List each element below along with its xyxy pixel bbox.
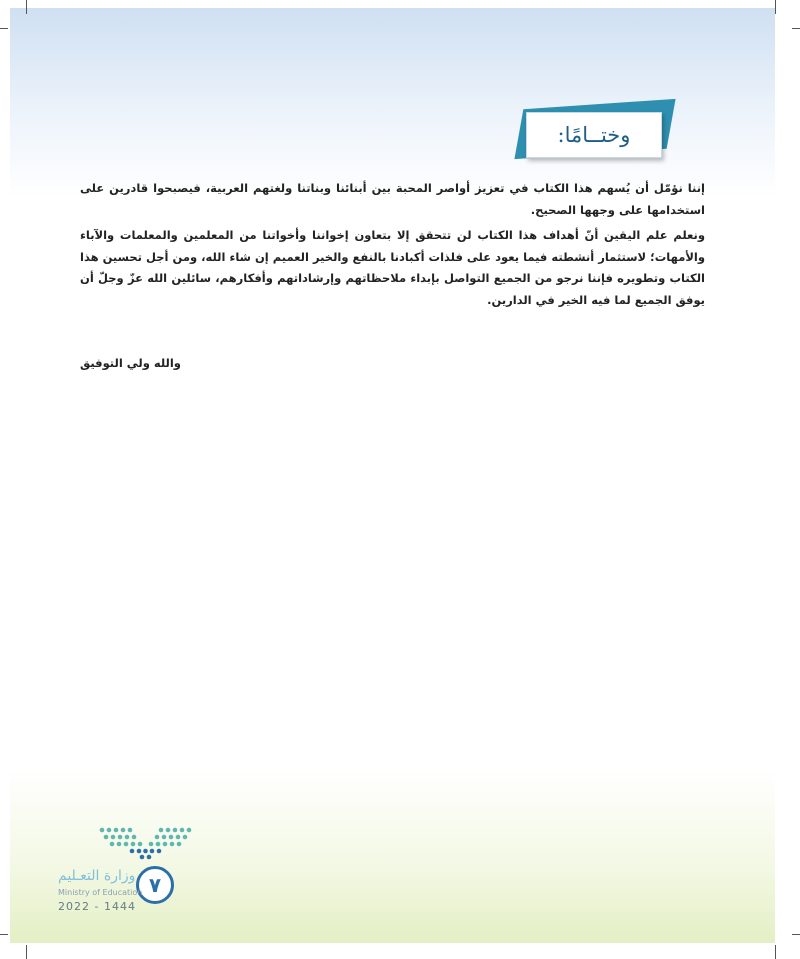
crop-mark — [26, 0, 27, 14]
crop-mark — [775, 0, 776, 14]
paragraph: ونعلم علم اليقين أنّ أهداف هذا الكتاب لن تتحقق إلا بتعاون إخواننا وأخواتنا من المعلمين والمعلمات والآباء والأمهات؛ لاستثمار أنشطته فيما يعود على فلذات أكبادنا بالنفع والخير العميم إن شاء الله، ومن أجل تحسين هذا الكتاب وتطويره فإننا نرجو من الجميع التواصل بإبداء ملاحظاتهم وإرشاداتهم وأفكارهم، سائلين الله عزّ وجلّ أن يوفق الجميع لما فيه الخير في الدارين. — [80, 228, 705, 307]
crop-mark — [792, 934, 800, 935]
crop-mark — [792, 28, 800, 29]
section-heading: وختــامًا: — [557, 123, 631, 147]
paragraph: إننا نؤمّل أن يُسهم هذا الكتاب في تعزيز أواصر المحبة بين أبنائنا وبناتنا ولغتهم العربية، فيصبحوا قادرين على استخدامها على وجهها الصحيح. — [80, 181, 705, 217]
crop-mark — [0, 28, 8, 29]
closing-line: والله ولي التوفيق — [80, 356, 181, 370]
banner-card — [526, 112, 662, 158]
ministry-name-arabic: وزارة التعـليم — [58, 868, 136, 884]
edition-year: 2022 - 1444 — [58, 900, 136, 913]
section-heading-banner — [512, 98, 672, 164]
body-text — [80, 178, 705, 315]
logo-dots-icon — [98, 826, 193, 860]
page-number: ٧ — [136, 866, 174, 904]
crop-mark — [775, 945, 776, 959]
ministry-name-english: Ministry of Education — [58, 888, 143, 897]
ministry-logo — [58, 826, 193, 916]
crop-mark — [0, 934, 8, 935]
crop-mark — [26, 945, 27, 959]
